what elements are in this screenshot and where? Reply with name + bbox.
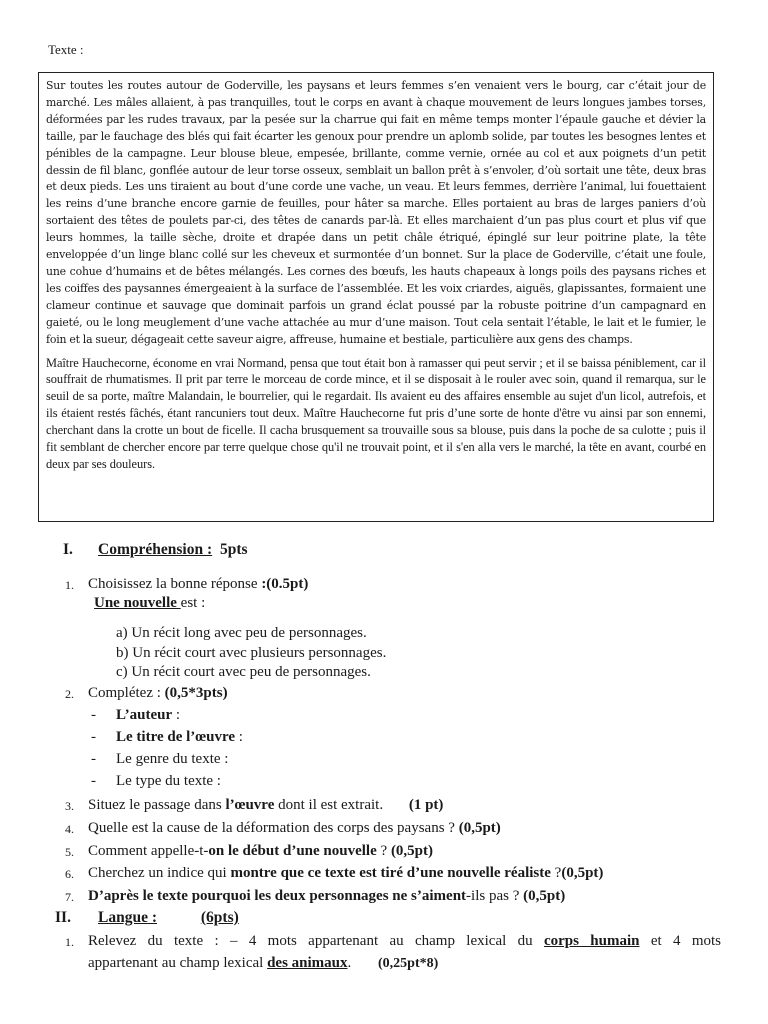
choice-a: a) Un récit long avec peu de personnages. [116,625,367,641]
dash-marker: - [91,773,96,789]
question-7-text-end: -ils pas ? [466,888,524,904]
langue-question-1-line-1 [65,932,722,950]
question-1-points: :(0.5pt) [261,576,309,592]
question-3 [65,796,444,814]
complete-item-genre-label: Le genre du texte : [116,751,229,767]
question-5 [65,842,434,860]
langue-question-1-line-2 [88,954,438,973]
question-6 [65,864,604,882]
question-5-bold: on le début d’une nouvelle [208,843,377,859]
section-1-number: I. [63,541,73,558]
langue-question-1-line-2-text: appartenant au champ lexical [88,955,268,971]
complete-item-type-label: Le type du texte : [116,773,221,789]
question-5-number: 5. [65,845,74,859]
question-4-points: (0,5pt) [458,820,501,836]
question-6-bold: montre que ce texte est tiré d’une nouvelle réaliste [230,865,551,881]
section-1-points: 5pts [219,541,248,558]
question-5-text: Comment appelle-t- [88,843,209,859]
complete-item-author [91,707,181,724]
complete-item-title-label: Le titre de l’œuvre [116,729,235,745]
question-1-subject [94,595,205,612]
section-2-heading [55,909,239,927]
choice-c: c) Un récit court avec peu de personnages. [116,664,371,680]
section-2-points: (6pts) [200,909,239,926]
question-2-text: Complétez : [88,685,165,701]
question-7-points: (0,5pt) [523,888,566,904]
passage-paragraph-1: Sur toutes les routes autour de Goderville, les paysans et leurs femmes s’en venaient vers le bourg, car c’était jour de marché. Les mâles allaient, à pas tranquilles, tout le corps en avant à chaque mouvement de leurs longues jambes torses, déformées par les rudes travaux, par la pesée sur la charrue qui fait en même temps monter l’épaule gauche et dévier la taille, par le fauchage des blés qui fait écarter les genoux pour prendre un aplomb solide, par toutes les besognes lentes et pénibles de la campagne. Leur blouse bleue, empesée, brillante, comme vernie, ornée au col et aux poignets d’un petit dessin de fil blanc, gonflée autour de leur torse osseux, semblait un ballon prêt à s’envoler, d’où sortait une tête, deux bras et deux pieds. Les uns tiraient au bout d’une corde une vache, un veau. Et leurs femmes, derrière l’animal, lui fouettaient les reins d’une branche encore garnie de feuilles, pour hâter sa marche. Elles portaient au bras de larges paniers d’où sortaient des têtes de poulets par-ci, des têtes de canards par-là. Et elles marchaient d’un pas plus court et plus vif que leurs hommes, la taille sèche, droite et drapée dans un petit châle étriqué, épinglé sur leur poitrine plate, la tête enveloppée d’un linge blanc collé sur les cheveux et surmontée d’un bonnet. Sur la place de Goderville, c’était une foule, une cohue d’humains et de bêtes mélangés. Les cornes des bœufs, les hauts chapeaux à longs poils des paysans riches et les coiffes des paysannes émergeaient à la surface de l’assemblée. Et les voix criardes, aiguës, glapissantes, formaient une clameur continue et sauvage que dominait parfois un grand éclat poussé par la robuste poitrine d’un campagnard en gaieté, ou le long meuglement d’une vache attachée au mur d’une maison. Tout cela sentait l’étable, le lait et le fumier, le foin et la sueur, dégageait cette saveur aigre, affreuse, humaine et bestiale, particulière aux gens des champs. [46,79,706,346]
langue-question-1-points: (0,25pt*8) [378,956,439,971]
question-5-text-end: ? [376,843,391,859]
question-3-number: 3. [65,799,74,813]
question-1-subject-rest: est : [180,595,206,611]
langue-question-1-number: 1. [65,935,74,949]
dash-marker: - [91,729,96,745]
section-1-title: Compréhension : [98,541,213,558]
question-1-subject-underlined: Une nouvelle [94,595,181,611]
complete-item-title-colon: : [235,729,243,745]
langue-question-1-line-2-end: . [347,955,371,971]
complete-item-author-label: L’auteur [116,707,173,723]
section-2-title: Langue : [98,909,157,926]
question-2 [65,684,228,702]
langue-question-1-text: Relevez du texte : – 4 mots appartenant au champ lexical du [88,933,544,949]
langue-question-1-corps-humain: corps humain [543,933,640,949]
complete-item-genre [91,751,229,768]
section-2-number: II. [55,909,71,926]
question-3-points: (1 pt) [408,797,444,813]
question-3-text-end: dont il est extrait. [274,797,384,813]
complete-item-type [91,773,221,790]
question-7 [65,887,566,905]
question-6-number: 6. [65,867,74,881]
question-3-text: Situez le passage dans [88,797,226,813]
dash-marker: - [91,751,96,767]
question-6-points: (0,5pt) [561,865,604,881]
question-5-points: (0,5pt) [390,843,434,859]
choice-b: b) Un récit court avec plusieurs personnages. [116,645,387,661]
question-7-bold: D’après le texte pourquoi les deux personnages ne s’aiment [88,888,467,904]
langue-question-1-text-end: et 4 mots [639,933,722,949]
texte-label: Texte : [48,42,84,57]
question-7-number: 7. [65,890,74,904]
question-1 [65,575,309,593]
complete-item-title [91,729,243,746]
question-2-number: 2. [65,687,74,701]
question-6-text: Cherchez un indice qui [88,865,231,881]
langue-question-1-animaux: des animaux [267,955,348,971]
complete-item-author-colon: : [172,707,181,723]
passage-box [38,72,714,522]
passage-paragraph-2: Maître Hauchecorne, économe en vrai Normand, pensa que tout était bon à ramasser qui peut servir ; et il se baissa péniblement, car il souffrait de rhumatismes. Il prit par terre le morceau de corde mince, et il se disposait à le rouler avec soin, quand il remarqua, sur le seuil de sa porte, maître Malandain, le bourrelier, qui le regardait. Ils avaient eu des affaires ensemble au sujet d'un licol, autrefois, et ils étaient restés fâchés, étant rancuniers tout deux. Maître Hauchecorne fut pris d’une sorte de honte d'être vu ainsi par son ennemi, cherchant dans la crotte un bout de ficelle. Il cacha brusquement sa trouvaille sous sa blouse, puis dans la poche de sa culotte ; puis il fit semblant de chercher encore par terre quelque chose qu'il ne trouvait point, et il s'en alla vers le marché, la tête en avant, courbé en deux par ses douleurs. [46,355,706,471]
question-2-points: (0,5*3pts) [164,685,228,701]
question-3-bold: l’œuvre [225,797,275,813]
question-4-text: Quelle est la cause de la déformation des corps des paysans ? [88,820,459,836]
question-1-text: Choisissez la bonne réponse [88,576,262,592]
question-4-number: 4. [65,822,74,836]
dash-marker: - [91,707,96,723]
section-1-heading [63,541,248,559]
question-1-number: 1. [65,578,74,592]
question-6-text-end: ? [550,865,562,881]
question-4 [65,819,501,837]
